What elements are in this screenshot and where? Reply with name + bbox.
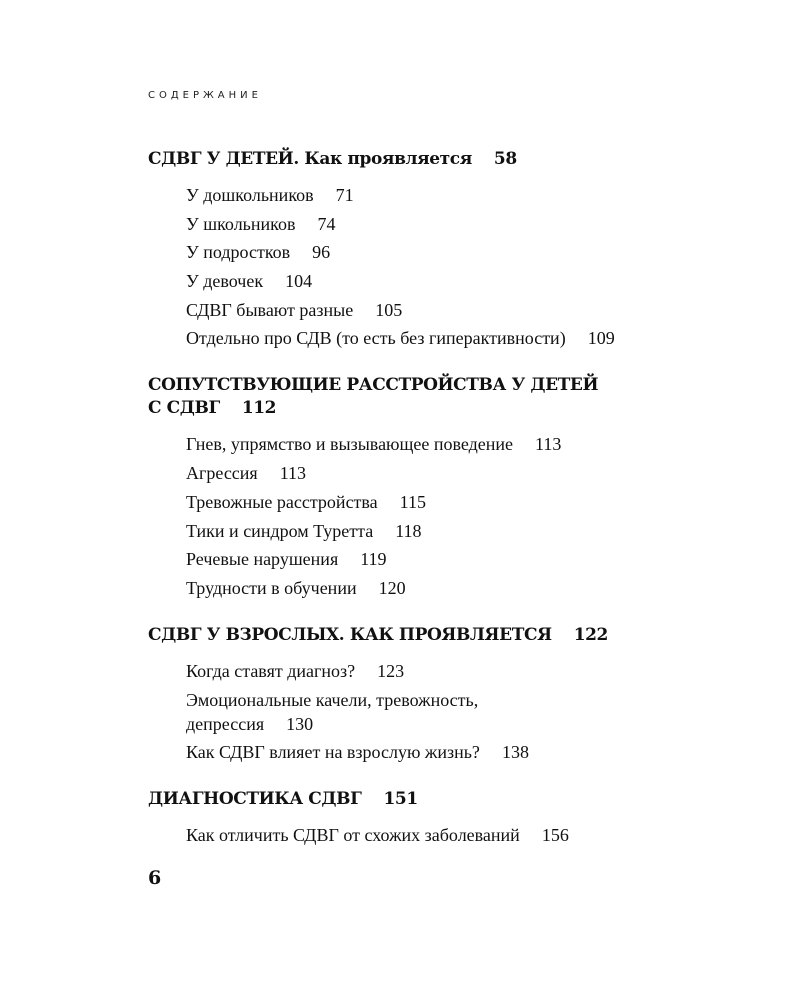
toc-item-list: [186, 183, 708, 350]
toc-item-page-number: 113: [535, 434, 562, 455]
toc-item-title: Когда ставят диагноз?: [186, 660, 356, 681]
toc-item-title: СДВГ бывают разные: [186, 299, 354, 320]
toc-item-page-number: 109: [587, 328, 615, 349]
table-of-contents: [148, 88, 708, 871]
toc-item-page-number: 119: [360, 549, 387, 570]
toc-item[interactable]: [186, 212, 708, 236]
toc-item[interactable]: [186, 740, 708, 764]
toc-item-title: Тики и синдром Туретта: [186, 520, 374, 541]
toc-item-page-number: 118: [395, 520, 422, 541]
toc-item-title: Как СДВГ влияет на взрослую жизнь?: [186, 742, 480, 763]
toc-item-page-number: 113: [279, 463, 307, 484]
toc-item[interactable]: [186, 326, 708, 350]
toc-item-page-number: 105: [375, 299, 403, 320]
toc-item-title: Гнев, упрямство и вызывающее поведение: [186, 434, 514, 455]
toc-item[interactable]: [186, 659, 708, 683]
toc-item-list: [186, 432, 708, 599]
toc-item[interactable]: [186, 269, 708, 293]
toc-item[interactable]: [186, 688, 708, 736]
toc-item-page-number: 104: [285, 271, 313, 292]
section-title: СОПУТСТВУЮЩИЕ РАССТРОЙСТВА У ДЕТЕЙ С СДВГ: [148, 375, 599, 419]
toc-item[interactable]: [186, 432, 708, 456]
toc-item[interactable]: [186, 823, 708, 847]
section-heading[interactable]: [148, 788, 708, 811]
toc-item-page-number: 96: [312, 242, 331, 263]
section-heading[interactable]: [148, 148, 708, 171]
toc-item-title: У подростков: [186, 242, 291, 263]
toc-section: [148, 788, 708, 847]
toc-item-title: У дошкольников: [186, 185, 314, 205]
toc-item-title: Агрессия: [186, 463, 258, 484]
toc-item[interactable]: [186, 298, 708, 322]
toc-item[interactable]: [186, 183, 708, 207]
toc-item[interactable]: [186, 576, 708, 600]
page-number: 6: [148, 867, 162, 889]
section-title: СДВГ У ВЗРОСЛЫХ. КАК ПРОЯВЛЯЕТСЯ: [148, 624, 552, 645]
toc-item-title: Как отличить СДВГ от схожих заболеваний: [186, 825, 520, 846]
toc-item-page-number: 120: [378, 577, 406, 598]
toc-item-title: Эмоциональные качели, тревожность, депрессия: [186, 689, 479, 734]
section-page-number: 151: [383, 789, 418, 810]
toc-section: [148, 624, 708, 764]
toc-section: [148, 374, 708, 599]
toc-item[interactable]: [186, 461, 708, 485]
toc-item-page-number: 71: [335, 185, 354, 205]
toc-item-page-number: 115: [399, 491, 427, 512]
toc-item-page-number: 74: [317, 213, 336, 234]
toc-item-title: Тревожные расстройства: [186, 491, 378, 512]
toc-item-page-number: 130: [286, 713, 314, 734]
section-title: СДВГ У ДЕТЕЙ. Как проявляется: [148, 149, 472, 169]
toc-item-title: У девочек: [186, 271, 264, 292]
toc-item[interactable]: [186, 547, 708, 571]
section-page-number: 112: [241, 398, 277, 419]
toc-item[interactable]: [186, 240, 708, 264]
toc-item-page-number: 156: [541, 825, 569, 846]
toc-item[interactable]: [186, 490, 708, 514]
toc-item-title: Отдельно про СДВ (то есть без гиперактивности): [186, 328, 566, 349]
toc-item[interactable]: [186, 519, 708, 543]
section-title: ДИАГНОСТИКА СДВГ: [148, 789, 362, 810]
toc-section: [148, 148, 708, 350]
section-heading[interactable]: [148, 374, 708, 420]
toc-item-title: Речевые нарушения: [186, 549, 339, 570]
toc-item-list: [186, 659, 708, 764]
toc-item-list: [186, 823, 708, 847]
toc-item-page-number: 138: [501, 742, 529, 763]
running-head: СОДЕРЖАНИЕ: [148, 90, 262, 101]
toc-item-title: Трудности в обучении: [186, 577, 357, 598]
section-page-number: 58: [493, 149, 517, 169]
toc-item-title: У школьников: [186, 213, 296, 234]
section-heading[interactable]: [148, 624, 708, 647]
section-page-number: 122: [573, 624, 608, 645]
toc-item-page-number: 123: [377, 660, 405, 681]
